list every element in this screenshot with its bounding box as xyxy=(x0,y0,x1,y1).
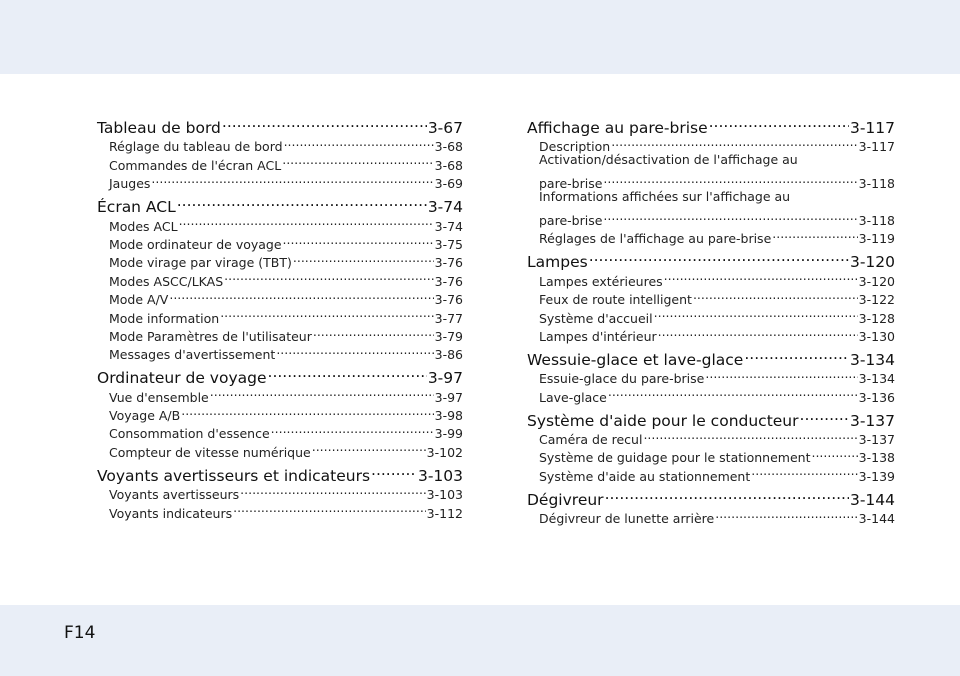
subsection-entry[interactable] xyxy=(527,207,895,228)
section-heading-page: 3-134 xyxy=(849,350,895,369)
subsection-entry-page: 3-75 xyxy=(434,236,463,252)
subsection-entry-page: 3-68 xyxy=(434,157,463,173)
subsection-entry-page: 3-76 xyxy=(434,292,463,308)
dot-leader xyxy=(283,231,434,249)
section-heading-page: 3-74 xyxy=(427,198,463,217)
section-heading-page: 3-103 xyxy=(417,466,463,485)
subsection-entry-page: 3-74 xyxy=(434,218,463,234)
subsection-entry-title: pare-brise xyxy=(539,176,603,192)
subsection-entry-title: Mode A/V xyxy=(109,292,169,308)
subsection-entry-title: Caméra de recul xyxy=(539,432,643,448)
dot-leader xyxy=(210,383,434,401)
dot-leader xyxy=(276,341,433,359)
dot-leader xyxy=(312,438,426,456)
dot-leader xyxy=(654,304,858,322)
section-heading[interactable] xyxy=(97,190,463,217)
subsection-entry-title: Voyants avertisseurs xyxy=(109,487,240,503)
subsection-entry-title: Mode virage par virage (TBT) xyxy=(109,255,292,271)
dot-leader xyxy=(284,133,434,151)
dot-leader xyxy=(222,111,427,133)
toc-left-column xyxy=(97,111,463,520)
section-heading-title: Tableau de bord xyxy=(97,119,221,137)
subsection-entry-title: Messages d'avertissement xyxy=(109,347,276,363)
dot-leader xyxy=(224,267,434,285)
subsection-entry-title: Voyage A/B xyxy=(109,408,181,424)
section-heading-title: Ordinateur de voyage xyxy=(97,369,267,388)
subsection-entry-page: 3-128 xyxy=(858,310,895,326)
dot-leader xyxy=(603,207,857,225)
subsection-entry-title: Mode Paramètres de l'utilisateur xyxy=(109,328,312,344)
subsection-entry-title: Réglages de l'affichage au pare-brise xyxy=(539,231,772,247)
section-heading[interactable] xyxy=(97,111,463,137)
subsection-entry-title: Lampes extérieures xyxy=(539,273,663,289)
subsection-entry-page: 3-77 xyxy=(434,310,463,326)
subsection-entry-title: Mode information xyxy=(109,310,220,326)
subsection-entry-title: Consommation d'essence xyxy=(109,426,270,442)
dot-leader xyxy=(751,462,857,480)
subsection-entry-page: 3-102 xyxy=(426,444,463,460)
dot-leader xyxy=(608,383,858,401)
section-heading-title: Système d'aide pour le conducteur xyxy=(527,411,799,430)
dot-leader xyxy=(240,481,426,499)
subsection-entry-page: 3-118 xyxy=(858,212,895,228)
section-heading-page: 3-137 xyxy=(849,411,895,430)
subsection-entry-page: 3-119 xyxy=(858,231,895,247)
dot-leader xyxy=(233,499,426,517)
subsection-entry-title: Lave-glace xyxy=(539,389,607,405)
subsection-entry-title: Jauges xyxy=(109,176,151,192)
subsection-entry-page: 3-76 xyxy=(434,255,463,271)
subsection-entry-title: Vue d'ensemble xyxy=(109,389,209,405)
dot-leader xyxy=(589,245,849,267)
subsection-entry-page: 3-79 xyxy=(434,328,463,344)
subsection-entry-page: 3-130 xyxy=(858,328,895,344)
dot-leader xyxy=(605,483,849,505)
subsection-entry-title: Modes ACL xyxy=(109,218,178,234)
section-heading-page: 3-117 xyxy=(849,119,895,137)
section-heading[interactable] xyxy=(527,111,895,137)
header-band xyxy=(0,0,960,74)
dot-leader xyxy=(705,365,857,383)
dot-leader xyxy=(715,505,857,523)
subsection-entry-title: Commandes de l'écran ACL xyxy=(109,157,282,173)
subsection-entry-title: Feux de route intelligent xyxy=(539,292,692,308)
subsection-entry-page: 3-97 xyxy=(434,389,463,405)
subsection-entry-title: Système d'aide au stationnement xyxy=(539,468,751,484)
subsection-entry-page: 3-122 xyxy=(858,292,895,308)
subsection-entry-page: 3-99 xyxy=(434,426,463,442)
subsection-entry-page: 3-68 xyxy=(434,139,463,155)
dot-leader xyxy=(744,343,849,365)
footer-band xyxy=(0,605,960,676)
subsection-entry-title: Lampes d'intérieur xyxy=(539,328,657,344)
subsection-entry-title: pare-brise xyxy=(539,212,603,228)
section-heading-title: Wessuie-glace et lave-glace xyxy=(527,350,744,369)
section-heading-title: Affichage au pare-brise xyxy=(527,119,708,137)
dot-leader xyxy=(643,426,857,444)
dot-leader xyxy=(664,267,858,285)
subsection-entry-page: 3-117 xyxy=(858,139,895,155)
subsection-entry-page: 3-86 xyxy=(434,347,463,363)
subsection-entry-title: Description xyxy=(539,139,611,155)
dot-leader xyxy=(371,459,417,481)
subsection-entry-title: Dégivreur de lunette arrière xyxy=(539,511,715,527)
dot-leader xyxy=(179,212,434,230)
dot-leader xyxy=(268,361,427,383)
subsection-entry-page: 3-76 xyxy=(434,273,463,289)
dot-leader xyxy=(169,286,433,304)
subsection-entry-title: Modes ASCC/LKAS xyxy=(109,273,224,289)
dot-leader xyxy=(603,170,857,188)
dot-leader xyxy=(811,444,857,462)
dot-leader xyxy=(611,133,857,151)
subsection-entry-title: Voyants indicateurs xyxy=(109,505,233,521)
subsection-title-line[interactable]: Activation/désactivation de l'affichage au xyxy=(539,152,798,168)
section-heading-title: Dégivreur xyxy=(527,490,604,509)
section-heading-title: Voyants avertisseurs et indicateurs xyxy=(97,466,371,485)
section-heading-page: 3-120 xyxy=(849,253,895,272)
section-heading-page: 3-67 xyxy=(427,119,463,137)
section-heading-page: 3-97 xyxy=(427,369,463,388)
dot-leader xyxy=(293,249,434,267)
subsection-entry-title: Essuie-glace du pare-brise xyxy=(539,371,705,387)
page-number: F14 xyxy=(64,623,96,643)
subsection-entry[interactable] xyxy=(97,170,463,192)
section-heading-page: 3-144 xyxy=(849,490,895,509)
dot-leader xyxy=(151,170,433,188)
subsection-entry-page: 3-137 xyxy=(858,432,895,448)
subsection-entry-page: 3-69 xyxy=(434,176,463,192)
subsection-entry-page: 3-144 xyxy=(858,511,895,527)
dot-leader xyxy=(772,225,857,243)
subsection-entry-page: 3-120 xyxy=(858,273,895,289)
subsection-entry[interactable] xyxy=(527,170,895,192)
subsection-entry-page: 3-134 xyxy=(858,371,895,387)
toc-right-column xyxy=(527,111,895,525)
subsection-entry-page: 3-139 xyxy=(858,468,895,484)
dot-leader xyxy=(313,323,434,341)
subsection-entry-title: Système d'accueil xyxy=(539,310,653,326)
dot-leader xyxy=(181,402,433,420)
dot-leader xyxy=(709,111,849,133)
subsection-entry-page: 3-138 xyxy=(858,450,895,466)
subsection-entry-page: 3-118 xyxy=(858,176,895,192)
section-heading-title: Lampes xyxy=(527,253,588,272)
subsection-entry-page: 3-136 xyxy=(858,389,895,405)
dot-leader xyxy=(658,323,858,341)
dot-leader xyxy=(282,151,433,169)
dot-leader xyxy=(177,190,427,212)
subsection-entry-page: 3-103 xyxy=(426,487,463,503)
subsection-entry-title: Réglage du tableau de bord xyxy=(109,139,283,155)
dot-leader xyxy=(220,304,433,322)
subsection-entry-page: 3-112 xyxy=(426,505,463,521)
subsection-entry-page: 3-98 xyxy=(434,408,463,424)
dot-leader xyxy=(693,286,858,304)
subsection-entry-title: Système de guidage pour le stationnement xyxy=(539,450,811,466)
subsection-entry-title: Mode ordinateur de voyage xyxy=(109,236,282,252)
subsection-title-line[interactable]: Informations affichées sur l'affichage au xyxy=(539,189,791,205)
dot-leader xyxy=(271,420,434,438)
section-heading-title: Écran ACL xyxy=(97,198,176,217)
dot-leader xyxy=(800,404,849,426)
subsection-entry-title: Compteur de vitesse numérique xyxy=(109,444,311,460)
